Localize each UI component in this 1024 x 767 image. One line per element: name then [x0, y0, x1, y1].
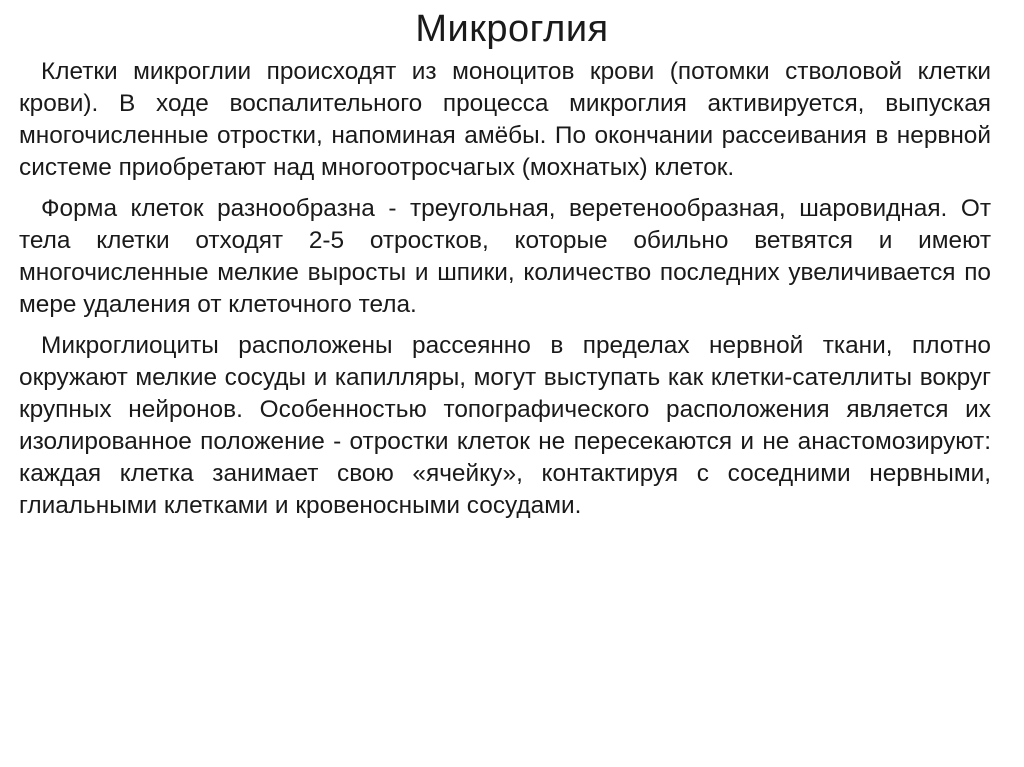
paragraph-origin: Клетки микроглии происходят из моноцитов крови (потомки стволовой клетки крови). В ходе воспалительного процесса микроглия активируется, выпуская многочисленные отростки, напоминая амёбы. По окончании рассеивания в нервной системе приобретают над многоотросчагых (мохнатых) клеток.	[19, 58, 991, 181]
slide-body	[19, 56, 991, 531]
paragraph-shape: Форма клеток разнообразна - треугольная, веретенообразная, шаровидная. От тела клетки отходят 2-5 отростков, которые обильно ветвятся и имеют многочисленные мелкие выросты и шпики, количество последних увеличивается по мере удаления от клеточного тела.	[19, 195, 991, 318]
slide-title: Микроглия	[415, 8, 609, 50]
paragraph-location: Микроглиоциты расположены рассеянно в пределах нервной ткани, плотно окружают мелкие сосуды и капилляры, могут выступать как клетки-сателлиты вокруг крупных нейронов. Особенностью топографического расположения является их изолированное положение - отростки клеток не пересекаются и не анастомозируют: каждая клетка занимает свою «ячейку», контактируя с соседними нервными, глиальными клетками и кровеносными сосудами.	[19, 332, 991, 519]
